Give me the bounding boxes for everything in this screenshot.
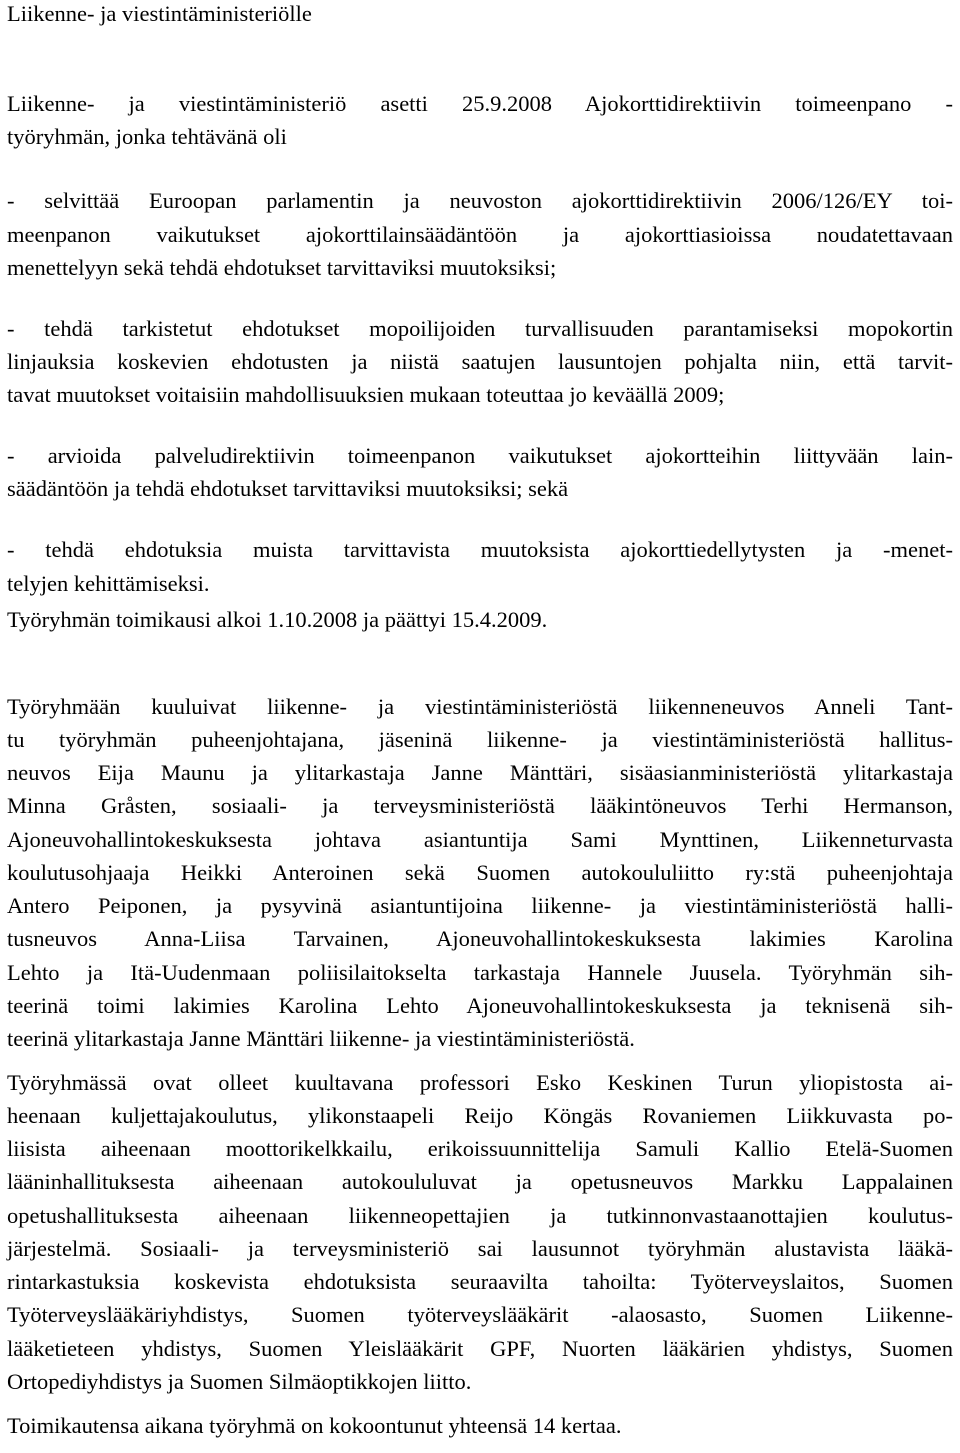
text-line: tusneuvos Anna-Liisa Tarvainen, Ajoneuvohallintokeskuksesta lakimies Karolina bbox=[7, 926, 953, 951]
text-line: Toimikautensa aikana työryhmä on kokoontunut yhteensä 14 kertaa. bbox=[7, 1413, 622, 1438]
text-line: meenpanon vaikutukset ajokorttilainsäädäntöön ja ajokorttiasioissa noudatettavaan bbox=[7, 222, 953, 247]
text-line: liisista aiheenaan moottorikelkkailu, erikoissuunnittelija Samuli Kallio Etelä-Suomen bbox=[7, 1136, 953, 1161]
text-line: Minna Gråsten, sosiaali- ja terveysministeriöstä lääkintöneuvos Terhi Hermanson, bbox=[7, 793, 953, 818]
text-line: Liikenne- ja viestintäministeriö asetti 25.9.2008 Ajokorttidirektiivin toimeenpano - bbox=[7, 91, 953, 116]
text-line: - selvittää Euroopan parlamentin ja neuvoston ajokorttidirektiivin 2006/126/EY toi- bbox=[7, 188, 953, 213]
text-line: Työryhmässä ovat olleet kuultavana professori Esko Keskinen Turun yliopistosta ai- bbox=[7, 1070, 953, 1095]
text-line: Työryhmän toimikausi alkoi 1.10.2008 ja päättyi 15.4.2009. bbox=[7, 607, 548, 632]
document-heading: Liikenne- ja viestintäministeriölle bbox=[7, 1, 312, 26]
text-line: opetushallituksesta aiheenaan liikenneopettajien ja tutkinnonvastaanottajien koulutus- bbox=[7, 1203, 953, 1228]
text-line: tu työryhmän puheenjohtajana, jäseninä liikenne- ja viestintäministeriöstä hallitus- bbox=[7, 727, 953, 752]
text-line: säädäntöön ja tehdä ehdotukset tarvittaviksi muutoksiksi; sekä bbox=[7, 476, 569, 501]
text-line: järjestelmä. Sosiaali- ja terveysministeriö sai lausunnot työryhmän alustavista lääkä- bbox=[7, 1236, 953, 1261]
text-line: Työryhmään kuuluivat liikenne- ja viestintäministeriöstä liikenneneuvos Anneli Tant- bbox=[7, 694, 953, 719]
text-line: Ajoneuvohallintokeskuksesta johtava asiantuntija Sami Mynttinen, Liikenneturvasta bbox=[7, 827, 953, 852]
text-line: Työterveyslääkäriyhdistys, Suomen työterveyslääkärit -alaosasto, Suomen Liikenne- bbox=[7, 1302, 953, 1327]
text-line: - tehdä tarkistetut ehdotukset mopoilijoiden turvallisuuden parantamiseksi mopokortin bbox=[7, 316, 953, 341]
text-line: Lehto ja Itä-Uudenmaan poliisilaitokselta tarkastaja Hannele Juusela. Työryhmän sih- bbox=[7, 960, 953, 985]
text-line: heenaan kuljettajakoulutus, ylikonstaapeli Reijo Köngäs Rovaniemen Liikkuvasta po- bbox=[7, 1103, 953, 1128]
text-line: koulutusohjaaja Heikki Anteroinen sekä Suomen autokoululiitto ry:stä puheenjohtaja bbox=[7, 860, 953, 885]
text-line: teerinä toimi lakimies Karolina Lehto Ajoneuvohallintokeskuksesta ja teknisenä sih- bbox=[7, 993, 953, 1018]
text-line: - tehdä ehdotuksia muista tarvittavista muutoksista ajokorttiedellytysten ja -menet- bbox=[7, 537, 953, 562]
text-line: lääketieteen yhdistys, Suomen Yleislääkärit GPF, Nuorten lääkärien yhdistys, Suomen bbox=[7, 1336, 953, 1361]
text-line: linjauksia koskevien ehdotusten ja niistä saatujen lausuntojen pohjalta niin, että tarvit- bbox=[7, 349, 953, 374]
text-line: neuvos Eija Maunu ja ylitarkastaja Janne Mänttäri, sisäasianministeriöstä ylitarkastaja bbox=[7, 760, 953, 785]
text-line: rintarkastuksia koskevista ehdotuksista seuraavilta tahoilta: Työterveyslaitos, Suomen bbox=[7, 1269, 953, 1294]
text-line: lääninhallituksesta aiheenaan autokoululuvat ja opetusneuvos Markku Lappalainen bbox=[7, 1169, 953, 1194]
text-line: tavat muutokset voitaisiin mahdollisuuksien mukaan toteuttaa jo keväällä 2009; bbox=[7, 382, 725, 407]
text-line: Ortopediyhdistys ja Suomen Silmäoptikkojen liitto. bbox=[7, 1369, 472, 1394]
text-line: teerinä ylitarkastaja Janne Mänttäri liikenne- ja viestintäministeriöstä. bbox=[7, 1026, 635, 1051]
text-line: menettelyyn sekä tehdä ehdotukset tarvittaviksi muutoksiksi; bbox=[7, 255, 557, 280]
text-line: - arvioida palveludirektiivin toimeenpanon vaikutukset ajokortteihin liittyvään lain- bbox=[7, 443, 953, 468]
text-line: työryhmän, jonka tehtävänä oli bbox=[7, 124, 287, 149]
text-line: Antero Peiponen, ja pysyvinä asiantuntijoina liikenne- ja viestintäministeriöstä halli- bbox=[7, 893, 953, 918]
text-line: telyjen kehittämiseksi. bbox=[7, 571, 210, 596]
